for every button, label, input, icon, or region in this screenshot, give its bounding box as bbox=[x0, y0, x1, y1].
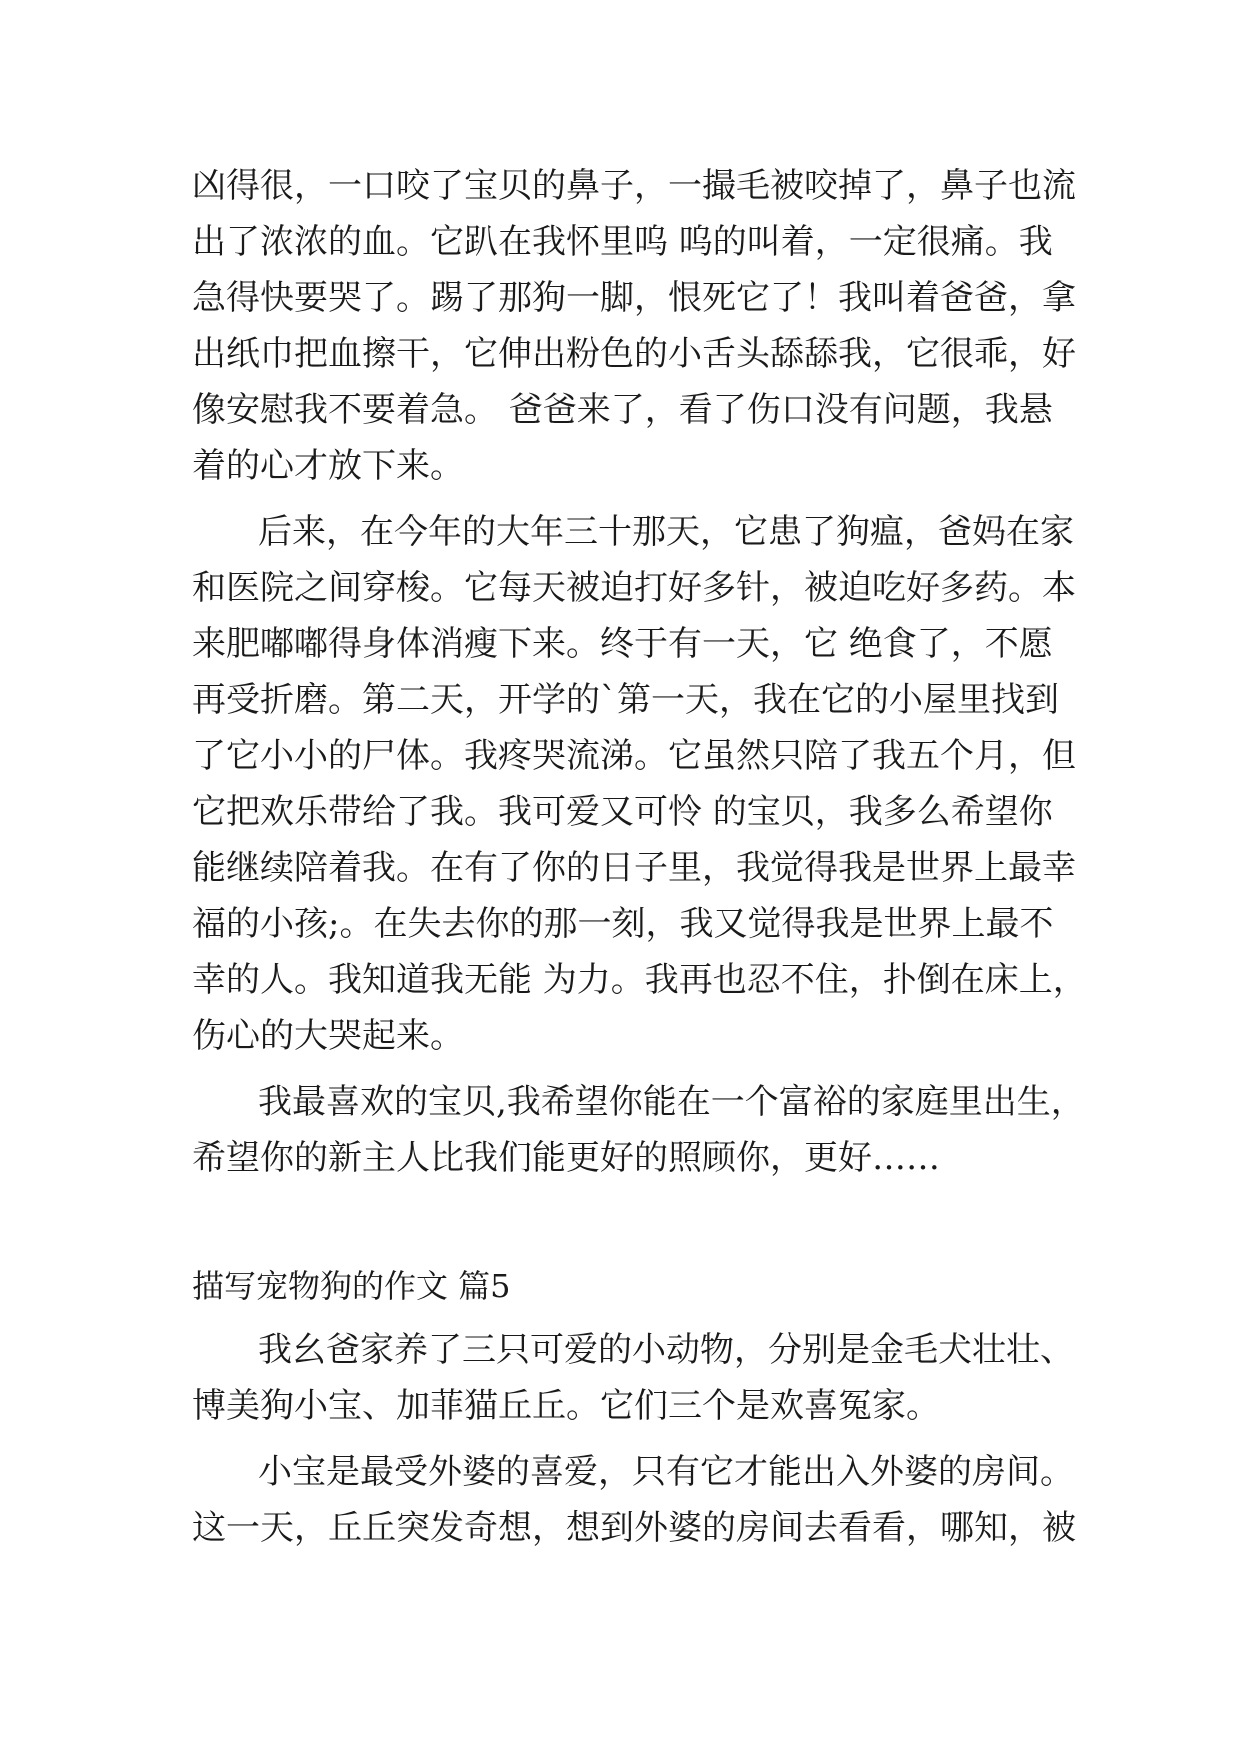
text-line: 后来，在今年的大年三十那天，它患了狗瘟，爸妈在家 bbox=[258, 512, 1074, 552]
text-line: 幸的人。我知道我无能 为力。我再也忍不住，扑倒在床上， bbox=[192, 960, 1087, 1000]
text-line: 着的心才放下来。 bbox=[192, 446, 464, 486]
text-line: 我幺爸家养了三只可爱的小动物，分别是金毛犬壮壮、 bbox=[258, 1330, 1074, 1370]
text-line: 我最喜欢的宝贝,我希望你能在一个富裕的家庭里出生， bbox=[258, 1082, 1085, 1122]
text-line: 出纸巾把血擦干，它伸出粉色的小舌头舔舔我，它很乖，好 bbox=[192, 334, 1076, 374]
text-line: 伤心的大哭起来。 bbox=[192, 1016, 464, 1056]
text-line: 它把欢乐带给了我。我可爱又可怜 的宝贝，我多么希望你 bbox=[192, 792, 1053, 832]
text-line: 小宝是最受外婆的喜爱，只有它才能出入外婆的房间。 bbox=[258, 1452, 1074, 1492]
text-line: 能继续陪着我。在有了你的日子里，我觉得我是世界上最幸 bbox=[192, 848, 1076, 888]
text-line: 凶得很，一口咬了宝贝的鼻子，一撮毛被咬掉了，鼻子也流 bbox=[192, 166, 1076, 206]
text-line: 再受折磨。第二天，开学的`第一天，我在它的小屋里找到 bbox=[192, 680, 1059, 720]
text-line: 来肥嘟嘟得身体消瘦下来。终于有一天，它 绝食了，不愿 bbox=[192, 624, 1053, 664]
text-line: 和医院之间穿梭。它每天被迫打好多针，被迫吃好多药。本 bbox=[192, 568, 1076, 608]
text-line: 了它小小的尸体。我疼哭流涕。它虽然只陪了我五个月，但 bbox=[192, 736, 1076, 776]
text-line: 这一天，丘丘突发奇想，想到外婆的房间去看看，哪知，被 bbox=[192, 1508, 1076, 1548]
text-line: 急得快要哭了。踢了那狗一脚，恨死它了！我叫着爸爸，拿 bbox=[192, 278, 1076, 318]
text-line: 希望你的新主人比我们能更好的照顾你，更好…… bbox=[192, 1138, 940, 1178]
text-line: 像安慰我不要着急。 爸爸来了，看了伤口没有问题，我悬 bbox=[192, 390, 1053, 430]
text-line: 福的小孩;。在失去你的那一刻，我又觉得我是世界上最不 bbox=[192, 904, 1054, 944]
section-heading: 描写宠物狗的作文 篇5 bbox=[192, 1267, 511, 1305]
text-line: 博美狗小宝、加菲猫丘丘。它们三个是欢喜冤家。 bbox=[192, 1386, 940, 1426]
text-line: 出了浓浓的血。它趴在我怀里呜 呜的叫着，一定很痛。我 bbox=[192, 222, 1053, 262]
